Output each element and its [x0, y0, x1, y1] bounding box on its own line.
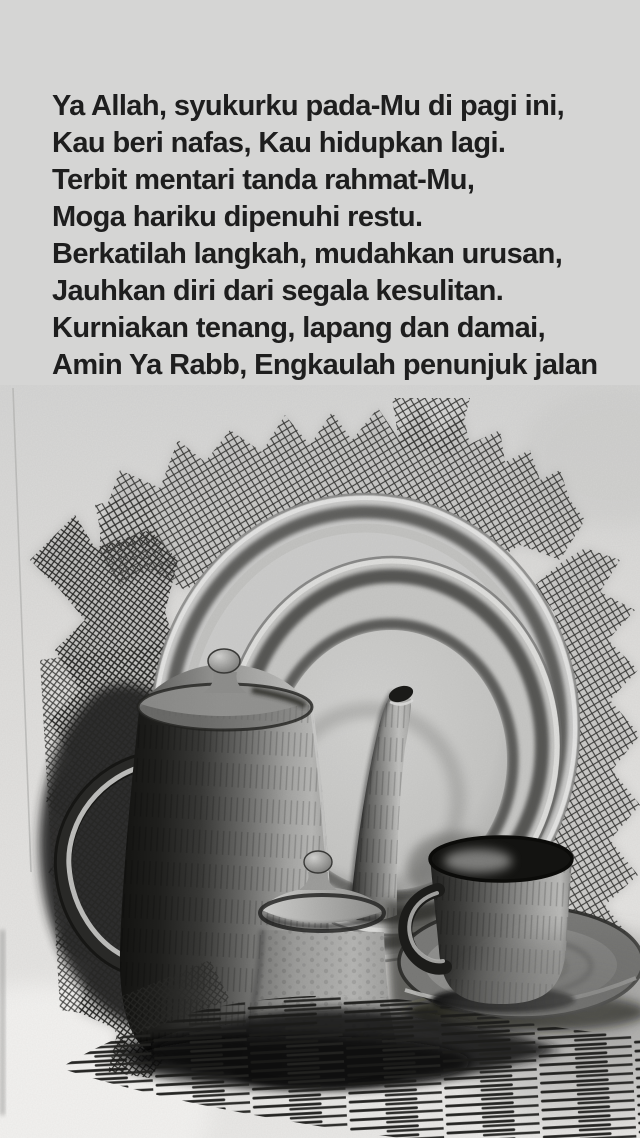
paper-grain [0, 385, 640, 1138]
poem-line: Kurniakan tenang, lapang dan damai, [52, 312, 546, 344]
poem-caption [52, 88, 620, 421]
poem-line: Ya Allah, syukurku pada-Mu di pagi ini, [52, 90, 565, 122]
pencil-sketch [0, 385, 640, 1138]
pencil-sketch-photo [0, 385, 640, 1138]
poem-line: Berkatilah langkah, mudahkan urusan, [52, 238, 563, 270]
poem-line: Terbit mentari tanda rahmat-Mu, [52, 164, 475, 196]
poem-line: Kau beri nafas, Kau hidupkan lagi. [52, 127, 506, 159]
poem-line: Jauhkan diri dari segala kesulitan. [52, 275, 504, 307]
poem-line: Amin Ya Rabb, Engkaulah penunjuk jalan [52, 349, 598, 381]
poem-line: Moga hariku dipenuhi restu. [52, 201, 423, 233]
